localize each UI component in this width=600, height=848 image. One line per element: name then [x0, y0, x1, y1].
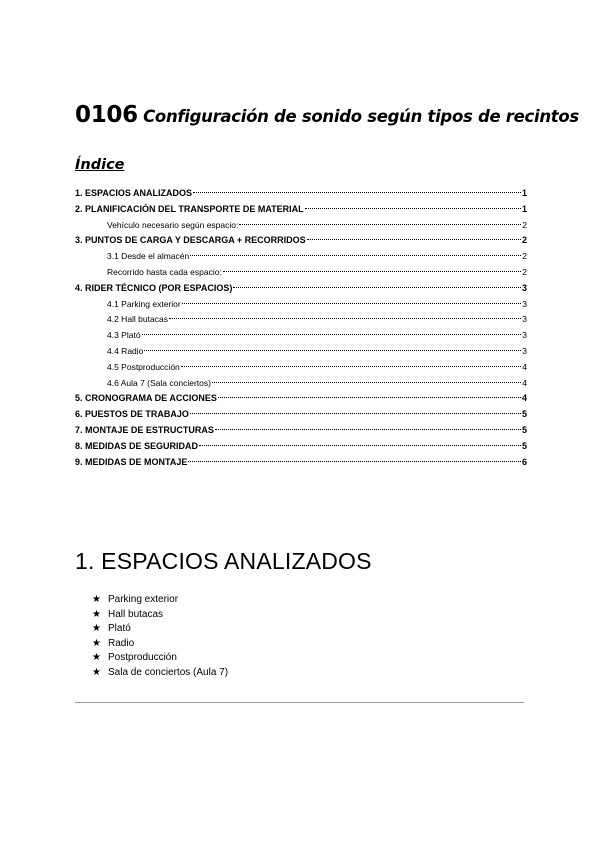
toc-entry-page: 4	[522, 361, 527, 372]
toc-entry-page: 3	[522, 314, 527, 325]
toc-leader-dots	[212, 382, 521, 383]
toc-leader-dots	[239, 224, 521, 225]
toc-leader-dots	[190, 255, 521, 256]
toc-entry-title: 7. MONTAJE DE ESTRUCTURAS	[75, 424, 214, 435]
toc-leader-dots	[305, 208, 521, 209]
star-icon: ★	[92, 652, 101, 664]
toc-entry[interactable]	[75, 328, 527, 344]
toc-entry-page: 5	[521, 424, 527, 435]
toc-entry-page: 4	[522, 377, 527, 388]
toc-entry[interactable]	[75, 312, 527, 328]
toc-entry[interactable]	[75, 297, 527, 313]
toc-entry-title: 4.1 Parking exterior	[107, 298, 181, 309]
star-icon: ★	[92, 623, 101, 635]
list-item-label: Sala de conciertos (Aula 7)	[108, 666, 229, 678]
star-icon: ★	[92, 637, 101, 649]
toc-entry-title: 4. RIDER TÉCNICO (POR ESPACIOS)	[75, 282, 233, 293]
toc-entry[interactable]	[75, 391, 527, 407]
section-title: 1. ESPACIOS ANALIZADOS	[75, 548, 372, 574]
list-item	[92, 593, 228, 608]
toc-entry-title: 1. ESPACIOS ANALIZADOS	[75, 188, 193, 198]
toc-entry-title: Vehículo necesario según espacio:	[107, 219, 239, 230]
toc-entry-page: 1	[521, 203, 527, 214]
toc-entry-page: 3	[522, 345, 527, 356]
toc-entry-title: 3.1 Desde el almacén	[107, 251, 190, 262]
toc-entry[interactable]	[75, 218, 527, 234]
toc-entry[interactable]	[75, 186, 527, 202]
toc-entry[interactable]	[75, 281, 527, 297]
toc-entry[interactable]	[75, 202, 527, 218]
toc-entry[interactable]	[75, 265, 527, 281]
toc-leader-dots	[144, 350, 521, 351]
toc-leader-dots	[307, 239, 521, 240]
toc-leader-dots	[193, 192, 521, 193]
horizontal-divider	[75, 702, 524, 703]
toc-leader-dots	[188, 461, 521, 462]
toc-leader-dots	[223, 271, 521, 272]
toc-entry-page: 3	[522, 298, 527, 309]
toc-entry-page: 3	[522, 330, 527, 341]
toc-entry[interactable]	[75, 376, 527, 392]
toc-leader-dots	[182, 303, 522, 304]
toc-entry-page: 5	[521, 409, 527, 420]
toc-entry-title: 4.5 Postproducción	[107, 361, 180, 372]
toc-entry-page: 2	[522, 266, 527, 277]
list-item-label: Hall butacas	[108, 608, 164, 620]
toc-entry-title: 4.6 Aula 7 (Sala conciertos)	[107, 377, 211, 388]
toc-entry-title: 8. MEDIDAS DE SEGURIDAD	[75, 440, 199, 451]
toc-entry-title: 2. PLANIFICACIÓN DEL TRANSPORTE DE MATERIAL	[75, 203, 304, 214]
toc-entry-page: 6	[521, 456, 527, 467]
list-item	[92, 666, 228, 681]
toc-leader-dots	[142, 334, 522, 335]
toc-entry[interactable]	[75, 344, 527, 360]
toc-heading: Índice	[75, 157, 125, 173]
list-item-label: Postproducción	[108, 652, 177, 664]
toc-entry[interactable]	[75, 423, 527, 439]
toc-entry-title: 4.4 Radio	[107, 345, 144, 356]
toc-leader-dots	[233, 287, 521, 288]
toc-entry[interactable]	[75, 439, 527, 455]
toc-entry[interactable]	[75, 407, 527, 423]
table-of-contents	[75, 186, 527, 470]
toc-entry-page: 5	[521, 440, 527, 451]
toc-entry-page: 1	[521, 188, 527, 198]
toc-entry[interactable]	[75, 455, 527, 471]
star-icon: ★	[92, 608, 101, 620]
toc-entry-title: 5. CRONOGRAMA DE ACCIONES	[75, 393, 217, 404]
toc-entry[interactable]	[75, 360, 527, 376]
star-icon: ★	[92, 594, 101, 605]
list-item	[92, 651, 228, 666]
list-item	[92, 637, 228, 652]
toc-entry-title: Recorrido hasta cada espacio:	[107, 266, 222, 277]
toc-leader-dots	[218, 397, 521, 398]
toc-entry-title: 3. PUNTOS DE CARGA Y DESCARGA + RECORRIDOS	[75, 235, 306, 246]
star-icon: ★	[92, 666, 101, 678]
toc-leader-dots	[181, 366, 521, 367]
toc-leader-dots	[169, 318, 521, 319]
toc-entry-title: 4.3 Plató	[107, 330, 141, 341]
document-title-text: Configuración de sonido según tipos de recintos	[143, 107, 579, 126]
document-code: 0106	[75, 102, 138, 128]
toc-entry[interactable]	[75, 249, 527, 265]
list-item-label: Plató	[108, 623, 131, 635]
toc-leader-dots	[215, 429, 521, 430]
list-item-label: Radio	[108, 637, 135, 649]
toc-entry-page: 2	[521, 235, 527, 246]
list-item-label: Parking exterior	[108, 594, 179, 605]
toc-entry-title: 6. PUESTOS DE TRABAJO	[75, 409, 189, 420]
toc-leader-dots	[199, 445, 521, 446]
list-item	[92, 608, 228, 623]
toc-entry-page: 2	[522, 219, 527, 230]
toc-entry-page: 2	[522, 251, 527, 262]
list-item	[92, 622, 228, 637]
toc-entry-title: 9. MEDIDAS DE MONTAJE	[75, 456, 188, 467]
toc-entry-page: 4	[521, 393, 527, 404]
toc-entry[interactable]	[75, 233, 527, 249]
toc-leader-dots	[190, 413, 521, 414]
document-title	[75, 102, 579, 128]
toc-entry-title: 4.2 Hall butacas	[107, 314, 168, 325]
spaces-list	[92, 593, 228, 681]
toc-entry-page: 3	[521, 282, 527, 293]
